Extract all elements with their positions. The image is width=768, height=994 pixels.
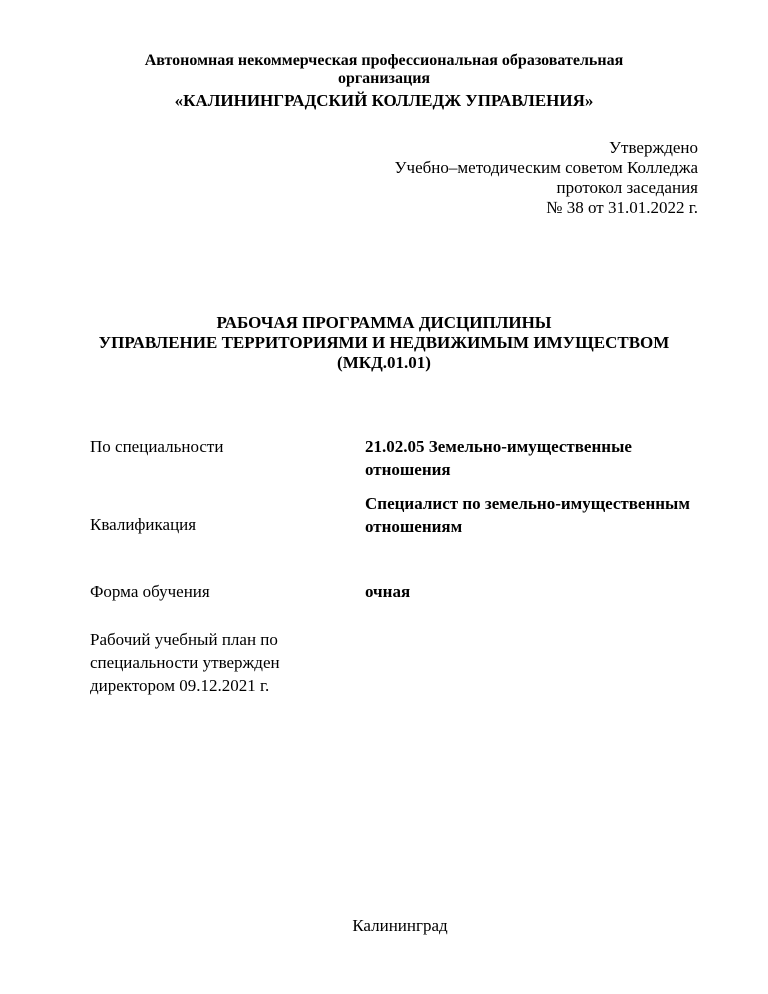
title-line3: (МКД.01.01) — [337, 353, 431, 372]
organization-name: «КАЛИНИНГРАДСКИЙ КОЛЛЕДЖ УПРАВЛЕНИЯ» — [174, 91, 594, 110]
document-title — [40, 313, 728, 373]
specialty-value-line1: 21.02.05 Земельно-имущественные — [365, 437, 632, 456]
city-footer: Калининград — [352, 916, 448, 935]
specialty-value — [365, 435, 725, 481]
specialty-value-line2: отношения — [365, 460, 451, 479]
specialty-label: По специальности — [90, 437, 224, 456]
title-line2: УПРАВЛЕНИЕ ТЕРРИТОРИЯМИ И НЕДВИЖИМЫМ ИМУЩЕСТВОМ — [98, 333, 670, 352]
approval-line3: протокол заседания — [556, 178, 698, 197]
curriculum-plan-note — [90, 628, 330, 697]
qualification-value — [365, 492, 725, 538]
qualification-value-line1: Специалист по земельно-имущественным — [365, 494, 690, 513]
org-type-line2: организация — [337, 70, 431, 87]
plan-line3: директором 09.12.2021 г. — [90, 676, 270, 695]
qualification-label: Квалификация — [90, 515, 197, 534]
study-form-value: очная — [365, 582, 411, 601]
plan-line1: Рабочий учебный план по — [90, 630, 278, 649]
approval-block — [395, 138, 698, 218]
org-type-line1: Автономная некоммерческая профессиональная образовательная — [144, 52, 624, 69]
approval-line4: № 38 от 31.01.2022 г. — [546, 198, 698, 217]
plan-line2: специальности утвержден — [90, 653, 280, 672]
qualification-value-line2: отношениям — [365, 517, 463, 536]
study-form-label: Форма обучения — [90, 582, 210, 601]
organization-header — [100, 52, 668, 88]
approval-line2: Учебно–методическим советом Колледжа — [394, 158, 698, 177]
approval-line1: Утверждено — [609, 138, 698, 157]
title-line1: РАБОЧАЯ ПРОГРАММА ДИСЦИПЛИНЫ — [216, 313, 552, 332]
